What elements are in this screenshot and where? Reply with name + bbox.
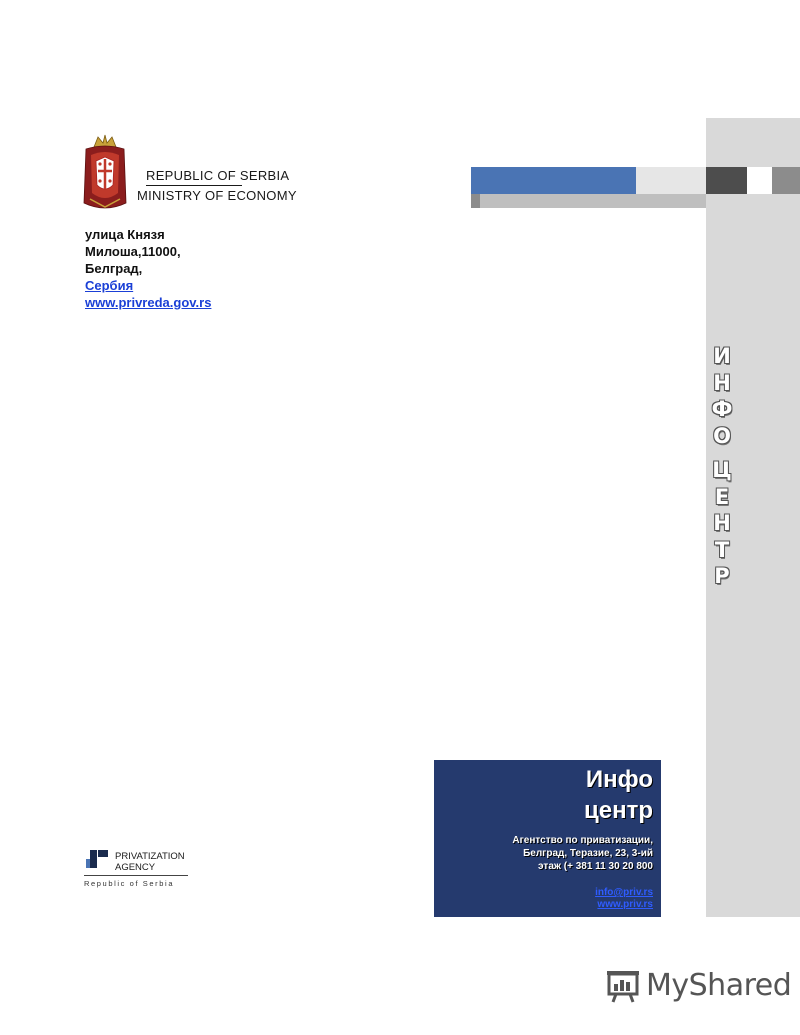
ministry-line2: MINISTRY OF ECONOMY: [137, 188, 297, 203]
vertical-title-letter: Е: [714, 484, 730, 509]
vertical-title-letter: Н: [713, 511, 731, 535]
vertical-title: [706, 343, 738, 590]
address-city: Белград,: [85, 261, 143, 276]
vertical-title-letter: Т: [714, 537, 730, 562]
vertical-title-letter: О: [713, 423, 731, 448]
ministry-line1: REPUBLIC OF SERBIA: [146, 168, 290, 183]
ministry-website-link[interactable]: www.privreda.gov.rs: [85, 295, 212, 310]
pa-divider: [84, 875, 188, 876]
info-box: [434, 760, 661, 917]
info-detail-line2: Белград, Теразие, 23, 3-ий: [523, 848, 653, 859]
pa-line1: PRIVATIZATION: [115, 851, 185, 862]
address-street: улица Князя: [85, 227, 165, 242]
header-bar-blue: [471, 167, 636, 194]
country-link[interactable]: Сербия: [85, 278, 134, 293]
address-street-2: Милоша,11000,: [85, 244, 181, 259]
info-title-line1: Инфо: [585, 766, 653, 793]
watermark-text: MyShared: [646, 968, 792, 1003]
header-bar-gap: [747, 167, 772, 194]
info-detail-line3: этаж (+ 381 11 30 20 800: [538, 861, 653, 872]
address-block: [85, 226, 305, 311]
header-bar-dark: [706, 167, 747, 194]
header-subbar-dark: [471, 194, 480, 208]
info-website-link[interactable]: www.priv.rs: [597, 899, 653, 910]
pa-subtitle: Republic of Serbia: [84, 879, 175, 888]
ministry-divider: [146, 185, 242, 186]
info-title-line2: центр: [583, 797, 653, 824]
header-bar-mid: [772, 167, 800, 194]
info-email-link[interactable]: info@priv.rs: [595, 887, 653, 898]
privatization-agency-name: [115, 851, 185, 873]
header-subbar-light: [480, 194, 706, 208]
pa-line2: AGENCY: [115, 862, 156, 873]
info-details: [434, 834, 653, 873]
info-links: [434, 887, 653, 911]
info-detail-line1: Агентство по приватизации,: [512, 835, 653, 846]
vertical-title-letter: Ц: [712, 458, 732, 482]
vertical-title-letter: Р: [714, 564, 730, 588]
vertical-title-letter: Н: [713, 370, 731, 395]
presentation-board-icon: [606, 968, 642, 1004]
vertical-title-letter: Ф: [711, 397, 733, 421]
header-bar-light: [636, 167, 706, 194]
vertical-title-letter: И: [713, 344, 731, 368]
vertical-title-gap: [706, 449, 738, 457]
